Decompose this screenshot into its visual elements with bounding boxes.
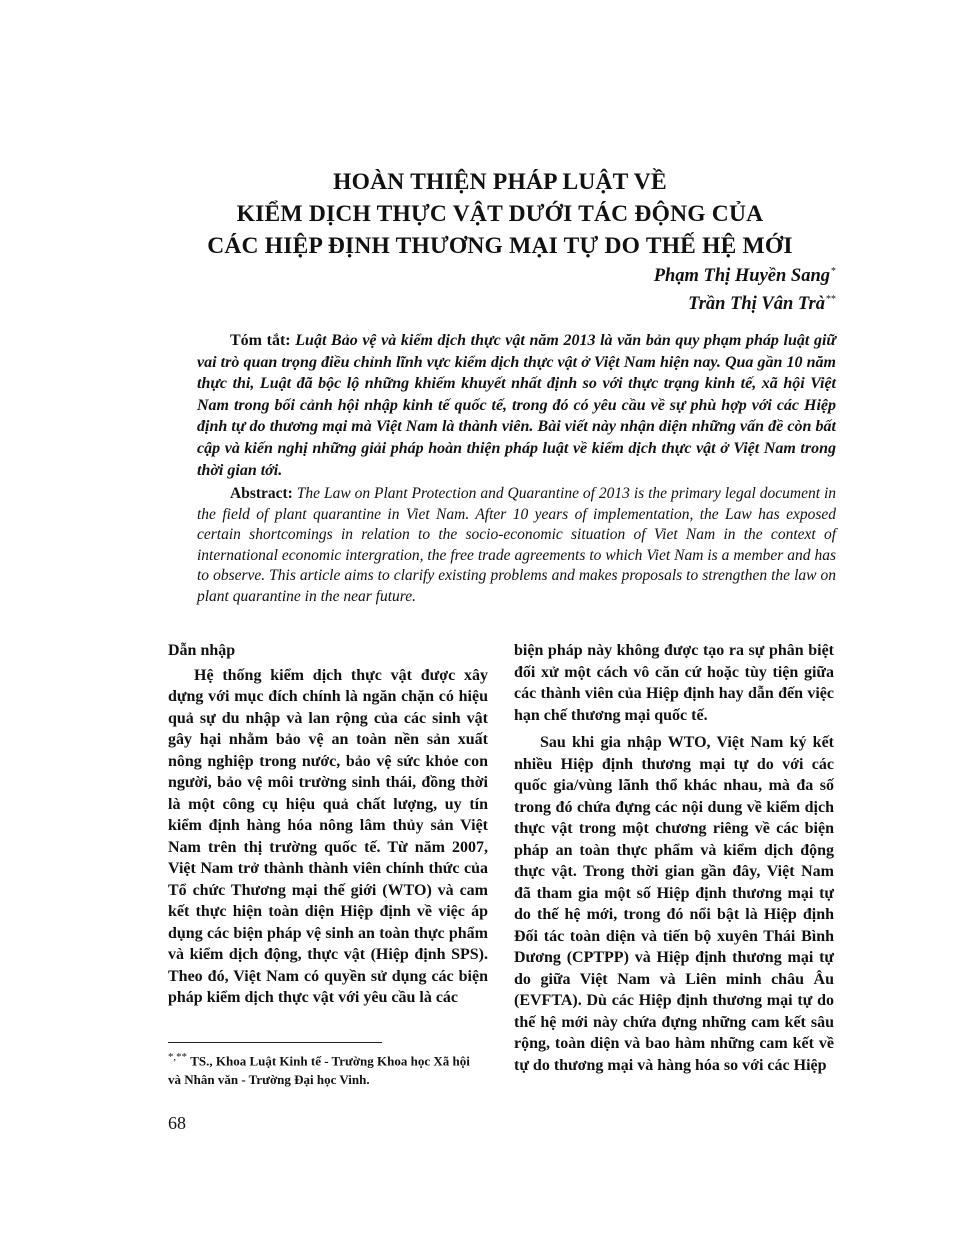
author-mark: ** — [826, 294, 836, 305]
body-paragraph: Sau khi gia nhập WTO, Việt Nam ký kết nhiều Hiệp định thương mại tự do với các quốc gia/vùng lãnh thổ khác nhau, mà đa số trong đó chứa đựng các nội dung về kiểm dịch thực vật trong một chương riêng về các biện pháp an toàn thực phẩm và kiểm dịch động thực vật. Trong thời gian gần đây, Việt Nam đã tham gia một số Hiệp định thương mại tự do thế hệ mới, trong đó nổi bật là Hiệp định Đối tác toàn diện và tiến bộ xuyên Thái Bình Dương (CPTPP) và Hiệp định thương mại tự do giữa Việt Nam và Liên minh châu Âu (EVFTA). Dù các Hiệp định thương mại tự do thế hệ mới này chứa đựng những cam kết sâu rộng, toàn diện và bao hàm những cam kết về tự do thương mại và hàng hóa so với các Hiệp — [514, 734, 834, 1074]
author-mark: * — [831, 266, 836, 277]
section-heading: Dẫn nhập — [168, 642, 236, 659]
english-abstract — [197, 484, 836, 608]
abstract-label: Abstract: — [230, 485, 293, 502]
body-paragraph: Hệ thống kiểm dịch thực vật được xây dựng với mục đích chính là ngăn chặn có hiệu quả sự du nhập và lan rộng của các sinh vật gây hại nhằm bảo vệ an toàn nền sản xuất nông nghiệp trong nước, bảo vệ sức khỏe con người, bảo vệ môi trường sinh thái, đồng thời là một công cụ hiệu quả chất lượng, uy tín kiểm định hàng hóa nông lâm thủy sản Việt Nam trên thị trường quốc tế. Từ năm 2007, Việt Nam trở thành thành viên chính thức của Tổ chức Thương mại thế giới (WTO) và cam kết thực hiện toàn diện Hiệp định về việc áp dụng các biện pháp vệ sinh an toàn thực phẩm và kiểm dịch động, thực vật (Hiệp định SPS). Theo đó, Việt Nam có quyền sử dụng các biện pháp kiểm dịch thực vật với yêu cầu là các — [168, 666, 488, 1006]
vietnamese-summary — [197, 330, 836, 481]
author-name: Trần Thị Vân Trà — [688, 294, 825, 314]
author-1 — [654, 266, 836, 287]
footnote-text: TS., Khoa Luật Kinh tế - Trường Khoa học Xã hội và Nhân văn - Trường Đại học Vinh. — [168, 1053, 470, 1088]
footnote-marks: *,** — [168, 1051, 187, 1063]
left-column — [168, 640, 488, 1015]
summary-text: Luật Bảo vệ và kiểm dịch thực vật năm 2013 là văn bản quy phạm pháp luật giữ vai trò quan trọng điều chỉnh lĩnh vực kiểm dịch thực vật ở Việt Nam hiện nay. Qua gần 10 năm thực thi, Luật đã bộc lộ những khiếm khuyết nhất định so với thực trạng kinh tế, xã hội Việt Nam trong bối cảnh hội nhập kinh tế quốc tế, trong đó có yêu cầu về sự phù hợp với các Hiệp định tự do thương mại mà Việt Nam là thành viên. Bài viết này nhận diện những vấn đề còn bất cập và kiến nghị những giải pháp hoàn thiện pháp luật về kiểm dịch thực vật ở Việt Nam trong thời gian tới. — [197, 332, 837, 479]
title-line: KIỂM DỊCH THỰC VẬT DƯỚI TÁC ĐỘNG CỦA — [236, 201, 764, 227]
title-line: CÁC HIỆP ĐỊNH THƯƠNG MẠI TỰ DO THẾ HỆ MỚI — [207, 233, 793, 259]
footnote-divider — [168, 1042, 382, 1043]
summary-label: Tóm tắt: — [230, 332, 291, 349]
author-name: Phạm Thị Huyền Sang — [653, 266, 830, 286]
page-number: 68 — [168, 1113, 186, 1133]
abstract-text: The Law on Plant Protection and Quarantine of 2013 is the primary legal document in the field of plant quarantine in Viet Nam. After 10 years of implementation, the Law has exposed certain shortcomings in relation to the socio-economic situation of Viet Nam in the context of international economic intergration, the free trade agreements to which Viet Nam is a member and has to observe. This article aims to clarify existing problems and makes proposals to strengthen the law on plant quarantine in the near future. — [197, 485, 836, 605]
title-line: HOÀN THIỆN PHÁP LUẬT VỀ — [333, 169, 667, 195]
article-title — [140, 166, 860, 262]
body-paragraph: biện pháp này không được tạo ra sự phân biệt đối xử một cách vô căn cứ hoặc tùy tiện giữa các thành viên của Hiệp định hay dẫn đến việc hạn chế thương mại quốc tế. — [514, 642, 834, 724]
author-2 — [688, 294, 836, 315]
footnote — [168, 1048, 486, 1089]
right-column — [514, 640, 834, 1082]
